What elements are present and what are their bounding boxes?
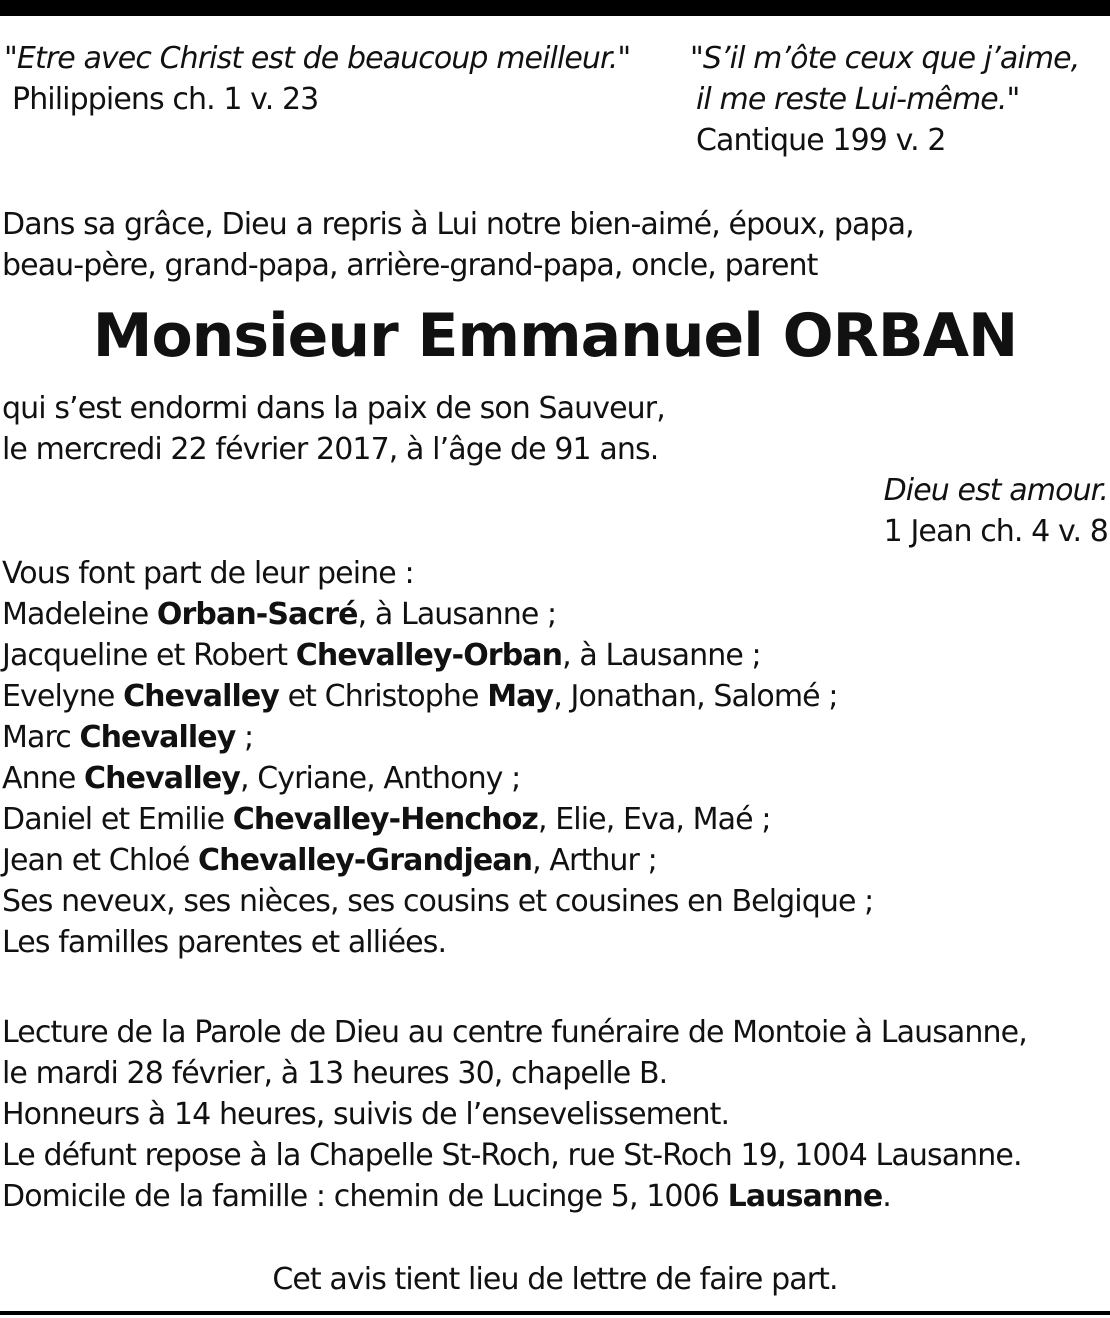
family-member: [2, 717, 873, 758]
family-member: [2, 676, 873, 717]
family-member: [2, 840, 873, 881]
motto-quote: Dieu est amour.: [883, 473, 1108, 508]
member-surname: Chevalley: [123, 679, 279, 714]
bottom-border-rule: [0, 1311, 1110, 1315]
verse-left: [4, 38, 630, 120]
motto-reference: 1 Jean ch. 4 v. 8: [883, 514, 1108, 549]
service-line-2: le mardi 28 février, à 13 heures 30, chapelle B.: [2, 1056, 668, 1091]
family-city: Lausanne: [727, 1179, 883, 1214]
family-heading: Vous font part de leur peine :: [2, 556, 414, 591]
member-details: , à Lausanne ;: [357, 597, 557, 632]
service-line-3: Honneurs à 14 heures, suivis de l’ensevelissement.: [2, 1097, 730, 1132]
member-given-names: Jean et Chloé: [2, 843, 199, 878]
verse-right: [690, 38, 1079, 161]
member-given-names: Madeleine: [2, 597, 157, 632]
family-extended-line-2: Les familles parentes et alliées.: [2, 925, 447, 960]
family-extended-line-1: Ses neveux, ses nièces, ses cousins et cousines en Belgique ;: [2, 884, 874, 919]
member-details: , Cyriane, Anthony ;: [239, 761, 521, 796]
member-details: , à Lausanne ;: [562, 638, 761, 673]
member-given-names: Jacqueline et Robert: [2, 638, 296, 673]
family-member: [2, 758, 873, 799]
member-surname: Chevalley-Orban: [295, 638, 563, 673]
verse-left-reference: Philippiens ch. 1 v. 23: [12, 82, 319, 117]
verse-right-quote-line1: "S’il m’ôte ceux que j’aime,: [690, 41, 1080, 76]
member-connector: et Christophe: [278, 679, 488, 714]
verse-right-quote-line2: il me reste Lui-même.": [696, 82, 1020, 117]
death-notice-line-1: qui s’est endormi dans la paix de son Sauveur,: [2, 391, 665, 426]
member-details: , Elie, Eva, Maé ;: [537, 802, 771, 837]
family-member: [2, 594, 873, 635]
death-notice: [2, 388, 665, 470]
member-details: , Jonathan, Salomé ;: [553, 679, 838, 714]
address-period: .: [882, 1179, 891, 1214]
family-member: [2, 799, 873, 840]
footer-note: Cet avis tient lieu de lettre de faire part.: [272, 1262, 838, 1297]
death-notice-line-2: le mercredi 22 février 2017, à l’âge de 91 ans.: [2, 432, 659, 467]
member-given-names: Evelyne: [2, 679, 124, 714]
member-surname: Chevalley: [84, 761, 240, 796]
member-given-names: Marc: [2, 720, 80, 755]
intro-line-1: Dans sa grâce, Dieu a repris à Lui notre bien-aimé, époux, papa,: [2, 207, 914, 242]
intro-line-2: beau-père, grand-papa, arrière-grand-papa, oncle, parent: [2, 248, 818, 283]
member-given-names: Daniel et Emilie: [2, 802, 233, 837]
member-surname: Chevalley-Grandjean: [198, 843, 533, 878]
member-surname: Chevalley-Henchoz: [232, 802, 538, 837]
family-address: Domicile de la famille : chemin de Lucinge 5, 1006: [2, 1179, 728, 1214]
member-surname: Orban-Sacré: [156, 597, 358, 632]
service-line-4: Le défunt repose à la Chapelle St-Roch, rue St-Roch 19, 1004 Lausanne.: [2, 1138, 1022, 1173]
member-surname: Chevalley: [79, 720, 236, 755]
member-surname-2: May: [487, 679, 554, 714]
verse-right-reference: Cantique 199 v. 2: [696, 123, 946, 158]
family-list: [2, 553, 873, 963]
service-details: [2, 1012, 1027, 1217]
verse-left-quote: "Etre avec Christ est de beaucoup meilleur.": [4, 41, 631, 76]
family-member: [2, 635, 873, 676]
deceased-name: Monsieur Emmanuel ORBAN: [92, 301, 1018, 371]
member-details: , Arthur ;: [532, 843, 657, 878]
member-given-names: Anne: [2, 761, 85, 796]
service-line-1: Lecture de la Parole de Dieu au centre funéraire de Montoie à Lausanne,: [2, 1015, 1027, 1050]
intro-paragraph: [2, 204, 914, 286]
service-line-5: [2, 1176, 1027, 1217]
member-details: ;: [235, 720, 254, 755]
top-border-rule: [0, 0, 1110, 16]
motto-verse: [884, 470, 1108, 552]
